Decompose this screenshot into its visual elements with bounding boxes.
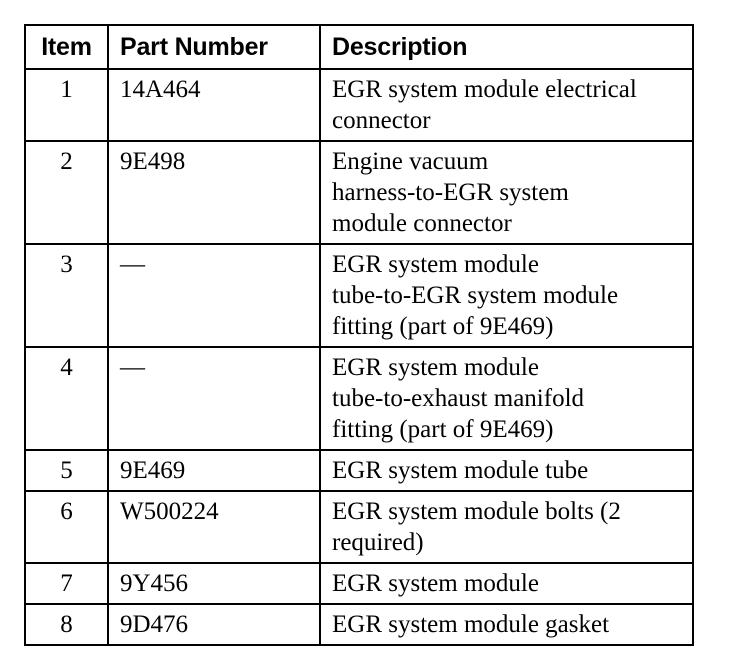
description-line: Engine vacuum [332, 148, 489, 175]
description-line: tube-to-EGR system module [332, 282, 619, 309]
item-number: 7 [25, 563, 108, 604]
description-line: fitting (part of 9E469) [332, 416, 554, 443]
description-line: EGR system module [332, 251, 539, 278]
item-number: 2 [25, 141, 108, 244]
part-number: W500224 [108, 491, 320, 563]
table-row [25, 244, 693, 347]
header-part-number: Part Number [108, 25, 320, 69]
item-number: 4 [25, 347, 108, 450]
description-line: tube-to-exhaust manifold [332, 385, 585, 412]
description [320, 244, 693, 347]
description [320, 450, 693, 491]
part-number: 9D476 [108, 604, 320, 645]
description-line: EGR system module [332, 570, 539, 597]
description-line: connector [332, 107, 431, 134]
part-number: — [108, 347, 320, 450]
description [320, 347, 693, 450]
part-number: — [108, 244, 320, 347]
table-row [25, 450, 693, 491]
part-number: 9Y456 [108, 563, 320, 604]
item-number: 8 [25, 604, 108, 645]
description [320, 491, 693, 563]
header-row [25, 25, 693, 69]
part-number: 9E498 [108, 141, 320, 244]
table-row [25, 69, 693, 141]
table-row [25, 604, 693, 645]
header-item: Item [25, 25, 108, 69]
description [320, 604, 693, 645]
description [320, 563, 693, 604]
header-description: Description [320, 25, 693, 69]
item-number: 3 [25, 244, 108, 347]
table-row [25, 347, 693, 450]
description-line: EGR system module electrical [332, 76, 637, 103]
description-line: EGR system module [332, 354, 539, 381]
description-line: EGR system module gasket [332, 611, 610, 638]
table-row [25, 491, 693, 563]
description-line: EGR system module tube [332, 457, 589, 484]
part-number: 14A464 [108, 69, 320, 141]
description-line: required) [332, 529, 424, 556]
description-line: harness-to-EGR system [332, 179, 569, 206]
table-row [25, 141, 693, 244]
description [320, 141, 693, 244]
description-line: fitting (part of 9E469) [332, 313, 554, 340]
description-line: EGR system module bolts (2 [332, 498, 621, 525]
item-number: 5 [25, 450, 108, 491]
item-number: 1 [25, 69, 108, 141]
item-number: 6 [25, 491, 108, 563]
parts-table [24, 24, 694, 646]
description [320, 69, 693, 141]
part-number: 9E469 [108, 450, 320, 491]
description-line: module connector [332, 210, 512, 237]
table-row [25, 563, 693, 604]
